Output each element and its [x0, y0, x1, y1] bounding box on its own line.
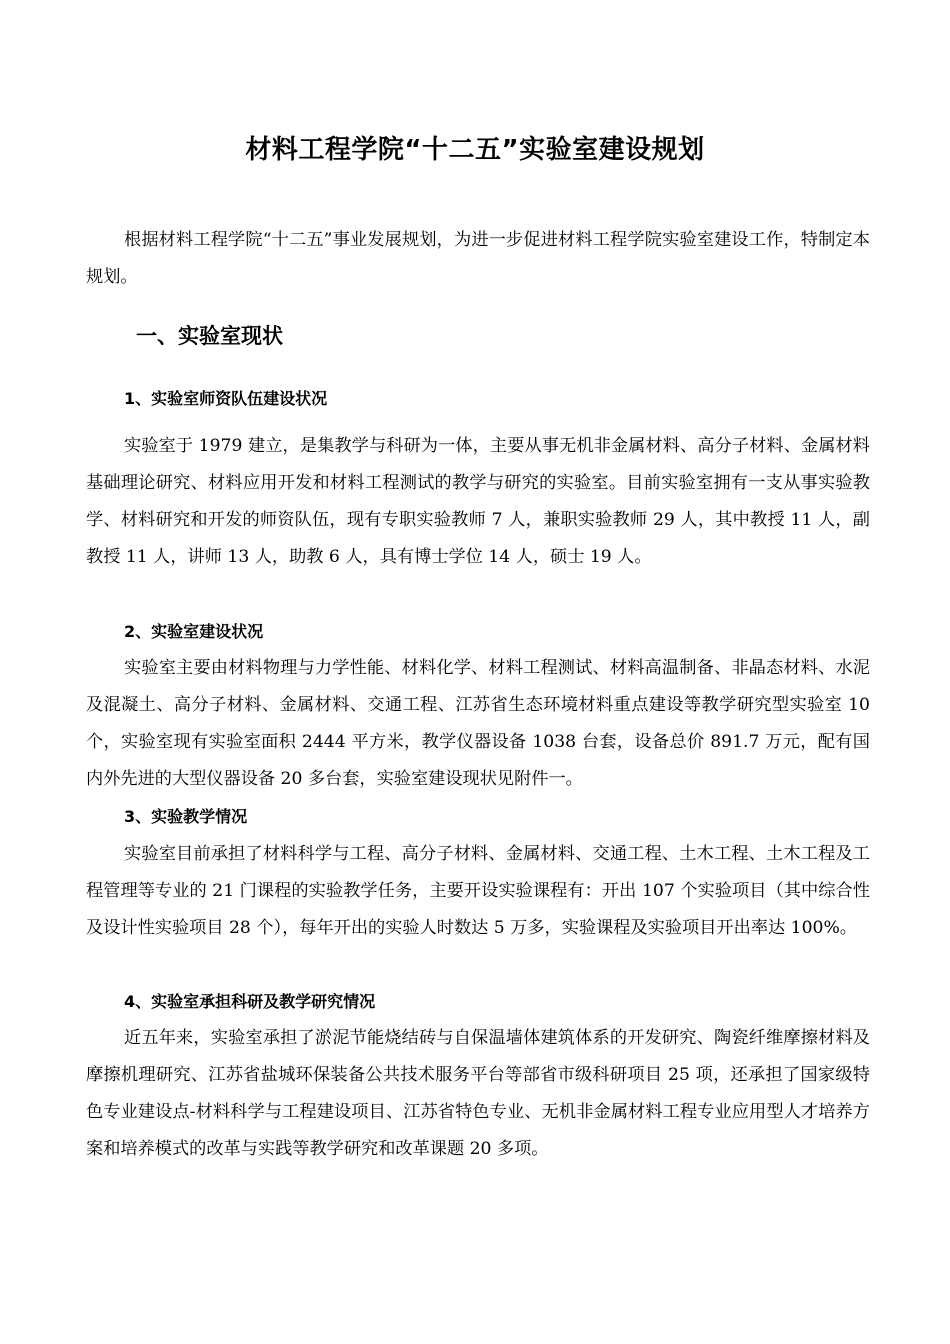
paragraph-research: 近五年来，实验室承担了淤泥节能烧结砖与自保温墙体建筑体系的开发研究、陶瓷纤维摩擦材料及摩擦机理研究、江苏省盐城环保装备公共技术服务平台等部省市级科研项目 25 项，还承担了国家级特色专业建设点-材料科学与工程建设项目、江苏省特色专业、无机非金属材料工程专业应用型人才培养方案和培养模式的改革与实践等教学研究和改革课题 20 多项。	[86, 1028, 870, 1159]
subheading-faculty: 1、实验室师资队伍建设状况	[124, 389, 328, 408]
subheading-research: 4、实验室承担科研及教学研究情况	[124, 992, 376, 1011]
subheading-construction: 2、实验室建设状况	[124, 622, 264, 641]
document-title: 材料工程学院“十二五”实验室建设规划	[245, 135, 705, 165]
intro-paragraph: 根据材料工程学院“十二五”事业发展规划，为进一步促进材料工程学院实验室建设工作，特制定本规划。	[86, 230, 870, 287]
section-heading-status: 一、实验室现状	[136, 324, 283, 348]
paragraph-teaching: 实验室目前承担了材料科学与工程、高分子材料、金属材料、交通工程、土木工程、土木工程及工程管理等专业的 21 门课程的实验教学任务，主要开设实验课程有：开出 107 个实验项目（其中综合性及设计性实验项目 28 个），每年开出的实验人时数达 5 万多，实验课程及实验项目开出率达 100%。	[86, 844, 870, 938]
subheading-teaching: 3、实验教学情况	[124, 807, 248, 826]
paragraph-faculty: 实验室于 1979 建立，是集教学与科研为一体，主要从事无机非金属材料、高分子材料、金属材料基础理论研究、材料应用开发和材料工程测试的教学与研究的实验室。目前实验室拥有一支从事实验教学、材料研究和开发的师资队伍，现有专职实验教师 7 人，兼职实验教师 29 人，其中教授 11 人，副教授 11 人，讲师 13 人，助教 6 人，具有博士学位 14 人，硕士 19 人。	[86, 436, 870, 567]
paragraph-construction: 实验室主要由材料物理与力学性能、材料化学、材料工程测试、材料高温制备、非晶态材料、水泥及混凝土、高分子材料、金属材料、交通工程、江苏省生态环境材料重点建设等教学研究型实验室 10 个，实验室现有实验室面积 2444 平方米，教学仪器设备 1038 台套，设备总价 891.7 万元，配有国内外先进的大型仪器设备 20 多台套，实验室建设现状见附件一。	[86, 658, 870, 789]
